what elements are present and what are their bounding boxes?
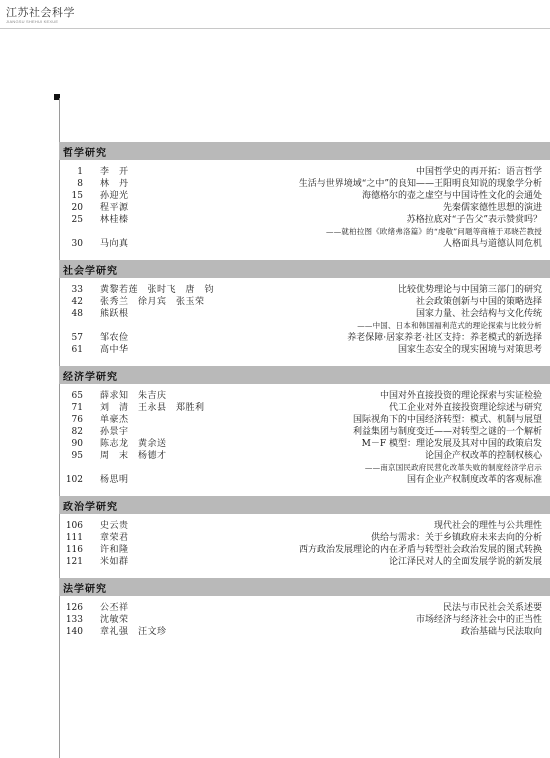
section-title: 哲学研究 (63, 147, 107, 159)
article-title: 先秦儒家德性思想的演进 (442, 203, 542, 213)
page-number: 42 (71, 297, 83, 307)
author-name: 刘 清 王永县 郑胜利 (100, 403, 205, 413)
page-number: 95 (71, 451, 83, 461)
section-title: 经济学研究 (63, 371, 118, 383)
page-number: 116 (65, 545, 83, 555)
author-name: 章荣君 (100, 533, 129, 543)
page-number: 65 (71, 391, 83, 401)
toc-entry (59, 332, 550, 344)
author-name: 林 丹 (100, 179, 129, 189)
page-number: 61 (71, 345, 83, 355)
section-header (59, 260, 550, 278)
author-name: 单豪杰 (100, 415, 129, 425)
author-name: 薛求知 朱吉庆 (100, 391, 167, 401)
section-title: 社会学研究 (63, 265, 118, 277)
author-name: 杨思明 (100, 475, 129, 485)
author-name: 李 开 (100, 167, 129, 177)
page-number: 25 (71, 215, 83, 225)
toc-entry (59, 426, 550, 438)
author-name: 张秀兰 徐月宾 张玉荣 (100, 297, 205, 307)
article-title: 中国哲学史的再开拓：语言哲学 (415, 167, 542, 177)
toc-section (59, 578, 550, 638)
article-title: 国家生态安全的现实困境与对策思考 (397, 345, 542, 355)
author-name: 沈敏荣 (100, 615, 129, 625)
author-name: 许和隆 (100, 545, 129, 555)
toc-section (59, 496, 550, 568)
toc-entry (59, 166, 550, 178)
toc-entry (59, 614, 550, 626)
toc-entry (59, 344, 550, 356)
toc-entry (59, 414, 550, 426)
author-name: 孙景宇 (100, 427, 129, 437)
page-number: 90 (71, 439, 83, 449)
page-number: 76 (71, 415, 83, 425)
section-header (59, 366, 550, 384)
page-number: 48 (71, 309, 83, 319)
article-title: 代工企业对外直接投资理论综述与研究 (388, 403, 542, 413)
page-number: 15 (71, 191, 83, 201)
toc-entry (59, 626, 550, 638)
article-title: 利益集团与制度变迁——对转型之谜的一个解析 (352, 427, 542, 437)
page-number: 57 (71, 333, 83, 343)
author-name: 陈志龙 黄余送 (100, 439, 167, 449)
article-title: 民法与市民社会关系述要 (442, 603, 542, 613)
author-name: 邹农俭 (100, 333, 129, 343)
toc-section (59, 366, 550, 486)
article-title: 论江泽民对人的全面发展学说的新发展 (388, 557, 542, 567)
article-title: 比较优势理论与中国第三部门的研究 (397, 285, 542, 295)
entry-list (59, 278, 550, 356)
page-number: 20 (71, 203, 83, 213)
toc-entry (59, 284, 550, 296)
author-name: 章礼强 汪文珍 (100, 627, 167, 637)
entry-list (59, 514, 550, 568)
table-of-contents (59, 142, 550, 648)
toc-entry (59, 390, 550, 402)
article-title: 人格面具与道德认同危机 (442, 239, 542, 249)
author-name: 黄黎若莲 张时飞 唐 钧 (100, 285, 215, 295)
article-title: 国际视角下的中国经济转型：模式、机制与展望 (352, 415, 542, 425)
toc-entry (59, 520, 550, 532)
article-title: 生活与世界境域“之中”的良知——王阳明良知说的现象学分析 (298, 179, 542, 189)
toc-entry (59, 308, 550, 320)
author-name: 程平源 (100, 203, 129, 213)
page-number: 82 (71, 427, 83, 437)
article-title: M－F 模型：理论发展及其对中国的政策启发 (361, 439, 542, 449)
page-number: 102 (65, 475, 83, 485)
section-title: 法学研究 (63, 583, 107, 595)
toc-entry (59, 602, 550, 614)
article-title: 供给与需求：关于乡镇政府未来去向的分析 (370, 533, 542, 543)
author-name: 林桂榛 (100, 215, 129, 225)
header-rule (0, 28, 550, 29)
section-header (59, 496, 550, 514)
article-title: 养老保障·居家养老·社区支持：养老模式的新选择 (347, 333, 542, 343)
author-name: 周 末 杨德才 (100, 451, 167, 461)
article-title: 政治基础与民法取向 (460, 627, 542, 637)
page-number: 71 (71, 403, 83, 413)
toc-section (59, 260, 550, 356)
article-title: 社会政策创新与中国的策略选择 (415, 297, 542, 307)
article-title: 国家力量、社会结构与文化传统 (415, 309, 542, 319)
entry-list (59, 596, 550, 638)
journal-subtitle: JIANGSU SHEHUI KEXUE (6, 19, 59, 24)
toc-entry (59, 202, 550, 214)
page-number: 126 (65, 603, 83, 613)
toc-entry (59, 532, 550, 544)
page-number: 8 (77, 179, 83, 189)
author-name: 史云贵 (100, 521, 129, 531)
author-name: 孙迎光 (100, 191, 129, 201)
page-number: 30 (71, 239, 83, 249)
article-title: 论国企产权改革的控制权核心 (424, 451, 542, 461)
toc-entry (59, 214, 550, 226)
toc-entry (59, 296, 550, 308)
entry-list (59, 160, 550, 250)
author-name: 公丕祥 (100, 603, 129, 613)
toc-entry (59, 450, 550, 462)
toc-entry (59, 544, 550, 556)
journal-title: 江苏社会科学 (6, 6, 75, 19)
page-number: 111 (65, 533, 83, 543)
section-header (59, 578, 550, 596)
page-number: 1 (77, 167, 83, 177)
toc-entry (59, 190, 550, 202)
author-name: 马向真 (100, 239, 129, 249)
article-title: 现代社会的理性与公共理性 (433, 521, 542, 531)
toc-entry (59, 238, 550, 250)
article-title: 国有企业产权制度改革的客观标准 (406, 475, 542, 485)
section-header (59, 142, 550, 160)
page-number: 33 (71, 285, 83, 295)
article-title: 市场经济与经济社会中的正当性 (415, 615, 542, 625)
journal-header (6, 6, 75, 24)
page-number: 106 (65, 521, 83, 531)
article-title: 海德格尔的壶之虚空与中国诗性文化的会通处 (361, 191, 542, 201)
page-number: 133 (65, 615, 83, 625)
entry-list (59, 384, 550, 486)
toc-entry (59, 178, 550, 190)
author-name: 高中华 (100, 345, 129, 355)
author-name: 米如群 (100, 557, 129, 567)
author-name: 熊跃根 (100, 309, 129, 319)
article-subtitle: ——南京国民政府民营化改革失败的制度经济学启示 (364, 463, 542, 472)
entry-subtitle-row (59, 462, 550, 474)
article-subtitle: ——就柏拉图《欧绪弗洛篇》的“虔敬”问题等商榷于邓晓芒教授 (326, 227, 542, 236)
toc-entry (59, 556, 550, 568)
toc-entry (59, 402, 550, 414)
article-title: 苏格拉底对“子告父”表示赞赏吗？ (406, 215, 542, 225)
article-title: 中国对外直接投资的理论探索与实证检验 (379, 391, 542, 401)
toc-entry (59, 474, 550, 486)
toc-section (59, 142, 550, 250)
entry-subtitle-row (59, 226, 550, 238)
page-number: 140 (65, 627, 83, 637)
section-title: 政治学研究 (63, 501, 118, 513)
page-number: 121 (65, 557, 83, 567)
article-subtitle: ——中国、日本和韩国福利范式的理论探索与比较分析 (357, 321, 542, 330)
toc-entry (59, 438, 550, 450)
article-title: 西方政治发展理论的内在矛盾与转型社会政治发展的图式转换 (298, 545, 542, 555)
entry-subtitle-row (59, 320, 550, 332)
